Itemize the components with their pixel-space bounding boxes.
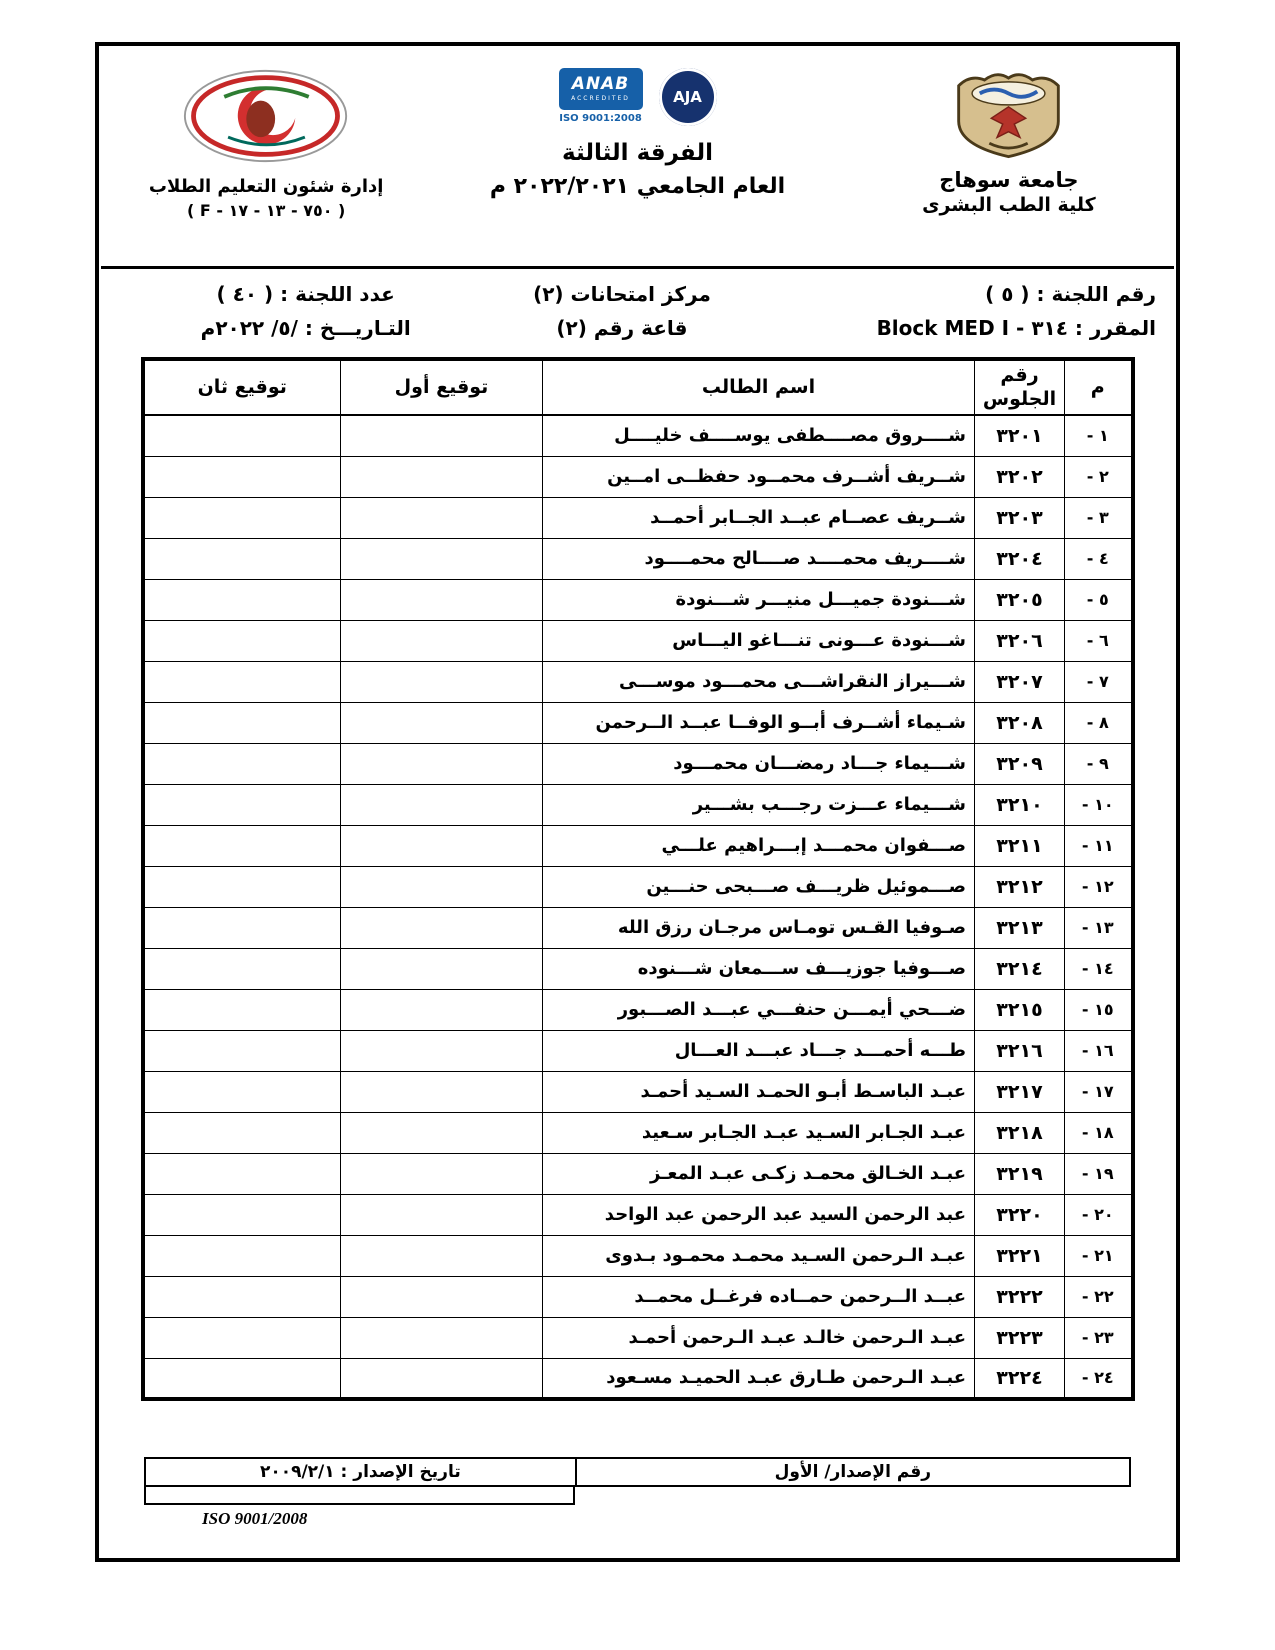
seat-number-cell: ٣٢١٦ bbox=[975, 1030, 1065, 1071]
committee-number: رقم اللجنة : ( ٥ ) bbox=[985, 282, 1156, 306]
seat-number-cell: ٣٢١٣ bbox=[975, 907, 1065, 948]
footer-spacer bbox=[575, 1487, 1131, 1505]
document-footer bbox=[144, 1457, 1131, 1529]
table-row bbox=[143, 784, 1133, 825]
table-row bbox=[143, 1112, 1133, 1153]
first-signature-cell bbox=[341, 538, 543, 579]
student-name-cell: طـــه أحمـــد جـــاد عبـــد العـــال bbox=[543, 1030, 975, 1071]
seat-number-cell: ٣٢٠٧ bbox=[975, 661, 1065, 702]
column-header-seat-number: رقم الجلوس bbox=[975, 359, 1065, 415]
footer-empty-strip bbox=[144, 1487, 575, 1505]
student-name-cell: عبـد الباسـط أبـو الحمـد السـيد أحمـد bbox=[543, 1071, 975, 1112]
footer-bar bbox=[144, 1457, 1131, 1487]
issue-date: تاريخ الإصدار : ٢٠٠٩/٢/١ bbox=[144, 1457, 575, 1487]
second-signature-cell bbox=[143, 989, 341, 1030]
iso-label: ISO 9001/2008 bbox=[202, 1509, 308, 1528]
footer-sub-bar bbox=[144, 1487, 1131, 1505]
seat-number-cell: ٣٢٢٢ bbox=[975, 1276, 1065, 1317]
seat-number-cell: ٣٢١٧ bbox=[975, 1071, 1065, 1112]
seat-number-cell: ٣٢٢٣ bbox=[975, 1317, 1065, 1358]
seat-number-cell: ٣٢٢١ bbox=[975, 1235, 1065, 1276]
second-signature-cell bbox=[143, 702, 341, 743]
anab-label: ANAB bbox=[571, 74, 630, 94]
student-name-cell: شــريف عصــام عبــد الجــابر أحمــد bbox=[543, 497, 975, 538]
row-index-cell: ٦ - bbox=[1065, 620, 1133, 661]
seat-number-cell: ٣٢١٠ bbox=[975, 784, 1065, 825]
first-signature-cell bbox=[341, 1030, 543, 1071]
faculty-of-medicine-logo bbox=[182, 68, 350, 164]
second-signature-cell bbox=[143, 1194, 341, 1235]
row-index-cell: ٤ - bbox=[1065, 538, 1133, 579]
table-row bbox=[143, 1071, 1133, 1112]
second-signature-cell bbox=[143, 1276, 341, 1317]
table-row bbox=[143, 497, 1133, 538]
first-signature-cell bbox=[341, 497, 543, 538]
sohag-university-emblem bbox=[951, 68, 1066, 160]
first-signature-cell bbox=[341, 743, 543, 784]
row-index-cell: ١ - bbox=[1065, 415, 1133, 456]
student-name-cell: شـــيماء جـــاد رمضـــان محمـــود bbox=[543, 743, 975, 784]
table-row bbox=[143, 1030, 1133, 1071]
table-row bbox=[143, 579, 1133, 620]
seat-number-cell: ٣٢١٩ bbox=[975, 1153, 1065, 1194]
table-header-row bbox=[143, 359, 1133, 415]
row-index-cell: ٢٢ - bbox=[1065, 1276, 1133, 1317]
student-name-cell: شـيماء أشــرف أبــو الوفــا عبــد الــرحمن bbox=[543, 702, 975, 743]
column-header-second-signature: توقيع ثان bbox=[143, 359, 341, 415]
student-name-cell: شـــيماء عـــزت رجـــب بشـــير bbox=[543, 784, 975, 825]
table-row bbox=[143, 1358, 1133, 1399]
seat-number-cell: ٣٢١٢ bbox=[975, 866, 1065, 907]
first-signature-cell bbox=[341, 1112, 543, 1153]
student-name-cell: شــــروق مصــــطفى يوســــف خليــــل bbox=[543, 415, 975, 456]
second-signature-cell bbox=[143, 784, 341, 825]
committee-count: عدد اللجنة : ( ٤٠ ) bbox=[216, 282, 395, 306]
seat-number-cell: ٣٢٠٦ bbox=[975, 620, 1065, 661]
column-header-index: م bbox=[1065, 359, 1133, 415]
row-index-cell: ٢ - bbox=[1065, 456, 1133, 497]
anab-iso-label: ISO 9001:2008 bbox=[559, 113, 642, 124]
row-index-cell: ١١ - bbox=[1065, 825, 1133, 866]
second-signature-cell bbox=[143, 866, 341, 907]
first-signature-cell bbox=[341, 1071, 543, 1112]
second-signature-cell bbox=[143, 661, 341, 702]
student-name-cell: عبـد الـرحمن السـيد محمـد محمـود بـدوى bbox=[543, 1235, 975, 1276]
first-signature-cell bbox=[341, 1194, 543, 1235]
row-index-cell: ١٧ - bbox=[1065, 1071, 1133, 1112]
academic-year: العام الجامعي ٢٠٢٢/٢٠٢١ م bbox=[489, 174, 786, 199]
student-name-cell: شـــيراز النقراشـــى محمـــود موســـى bbox=[543, 661, 975, 702]
table-row bbox=[143, 743, 1133, 784]
anab-logo-box bbox=[559, 68, 643, 110]
seat-number-cell: ٣٢١٤ bbox=[975, 948, 1065, 989]
row-index-cell: ١٩ - bbox=[1065, 1153, 1133, 1194]
seat-number-cell: ٣٢٠١ bbox=[975, 415, 1065, 456]
first-signature-cell bbox=[341, 661, 543, 702]
university-name: جامعة سوهاج bbox=[939, 168, 1079, 192]
second-signature-cell bbox=[143, 1071, 341, 1112]
table-row bbox=[143, 702, 1133, 743]
student-name-cell: صـــوفيا جوزيـــف ســـمعان شـــنوده bbox=[543, 948, 975, 989]
first-signature-cell bbox=[341, 579, 543, 620]
first-signature-cell bbox=[341, 702, 543, 743]
column-header-first-signature: توقيع أول bbox=[341, 359, 543, 415]
exam-info-row-1 bbox=[119, 277, 1156, 311]
seat-number-cell: ٣٢١١ bbox=[975, 825, 1065, 866]
second-signature-cell bbox=[143, 1317, 341, 1358]
row-index-cell: ٢١ - bbox=[1065, 1235, 1133, 1276]
seat-number-cell: ٣٢٠٥ bbox=[975, 579, 1065, 620]
table-row bbox=[143, 1194, 1133, 1235]
exam-info-row-2 bbox=[119, 311, 1156, 345]
row-index-cell: ٢٤ - bbox=[1065, 1358, 1133, 1399]
first-signature-cell bbox=[341, 415, 543, 456]
hall-number: قاعة رقم (٢) bbox=[556, 316, 688, 340]
form-code: ( F - ٧٥٠ - ١٣ - ١٧ ) bbox=[186, 201, 346, 220]
student-name-cell: عبـد الخـالق محمـد زكـى عبـد المعـز bbox=[543, 1153, 975, 1194]
seat-number-cell: ٣٢١٥ bbox=[975, 989, 1065, 1030]
table-row bbox=[143, 866, 1133, 907]
row-index-cell: ١٢ - bbox=[1065, 866, 1133, 907]
second-signature-cell bbox=[143, 456, 341, 497]
student-name-cell: عبد الرحمن السيد عبد الرحمن عبد الواحد bbox=[543, 1194, 975, 1235]
first-signature-cell bbox=[341, 866, 543, 907]
aja-label: AJA bbox=[673, 88, 702, 106]
seat-number-cell: ٣٢٠٢ bbox=[975, 456, 1065, 497]
first-signature-cell bbox=[341, 1276, 543, 1317]
first-signature-cell bbox=[341, 1317, 543, 1358]
admin-name: إدارة شئون التعليم الطلاب bbox=[148, 176, 384, 197]
exam-info bbox=[99, 269, 1176, 345]
student-roster-table bbox=[141, 357, 1135, 1401]
row-index-cell: ٧ - bbox=[1065, 661, 1133, 702]
table-row bbox=[143, 907, 1133, 948]
row-index-cell: ١٠ - bbox=[1065, 784, 1133, 825]
seat-number-cell: ٣٢٢٠ bbox=[975, 1194, 1065, 1235]
second-signature-cell bbox=[143, 1153, 341, 1194]
row-index-cell: ١٣ - bbox=[1065, 907, 1133, 948]
faculty-name: كلية الطب البشرى bbox=[922, 194, 1096, 216]
row-index-cell: ١٦ - bbox=[1065, 1030, 1133, 1071]
table-row bbox=[143, 415, 1133, 456]
row-index-cell: ١٤ - bbox=[1065, 948, 1133, 989]
table-row bbox=[143, 661, 1133, 702]
seat-number-cell: ٣٢٠٤ bbox=[975, 538, 1065, 579]
first-signature-cell bbox=[341, 620, 543, 661]
student-table-body bbox=[143, 415, 1133, 1399]
row-index-cell: ١٥ - bbox=[1065, 989, 1133, 1030]
course-name: المقرر : ٣١٤ - Block MED I bbox=[876, 316, 1156, 340]
table-row bbox=[143, 825, 1133, 866]
second-signature-cell bbox=[143, 743, 341, 784]
second-signature-cell bbox=[143, 948, 341, 989]
table-row bbox=[143, 1276, 1133, 1317]
seat-number-cell: ٣٢٠٨ bbox=[975, 702, 1065, 743]
student-name-cell: شــــريف محمــــد صــــالح محمــــود bbox=[543, 538, 975, 579]
anab-accredited-label: ACCREDITED bbox=[571, 95, 630, 102]
seat-number-cell: ٣٢٠٣ bbox=[975, 497, 1065, 538]
exam-date: التـاريـــخ : /٥/ ٢٠٢٢م bbox=[200, 316, 411, 340]
student-name-cell: صـــفوان محمـــد إبـــراهيم علـــي bbox=[543, 825, 975, 866]
second-signature-cell bbox=[143, 1235, 341, 1276]
table-row bbox=[143, 456, 1133, 497]
row-index-cell: ٣ - bbox=[1065, 497, 1133, 538]
student-name-cell: شـــنودة عـــونى تنـــاغو اليـــاس bbox=[543, 620, 975, 661]
student-name-cell: صـــموئيل ظريـــف صـــبحى حنـــين bbox=[543, 866, 975, 907]
table-row bbox=[143, 1235, 1133, 1276]
header-center-block bbox=[425, 68, 849, 264]
anab-logo bbox=[559, 68, 643, 124]
row-index-cell: ١٨ - bbox=[1065, 1112, 1133, 1153]
second-signature-cell bbox=[143, 620, 341, 661]
row-index-cell: ٢٣ - bbox=[1065, 1317, 1133, 1358]
table-row bbox=[143, 1153, 1133, 1194]
first-signature-cell bbox=[341, 948, 543, 989]
student-name-cell: صـوفيا القـس تومـاس مرجـان رزق الله bbox=[543, 907, 975, 948]
document-border bbox=[95, 42, 1180, 1562]
document-header bbox=[99, 46, 1176, 264]
header-admin-block bbox=[107, 68, 425, 264]
second-signature-cell bbox=[143, 1112, 341, 1153]
exam-center: مركز امتحانات (٢) bbox=[533, 282, 711, 306]
student-name-cell: عبـد الـرحمن طـارق عبـد الحميـد مسـعود bbox=[543, 1358, 975, 1399]
student-name-cell: عبـد الجـابر السـيد عبـد الجـابر سـعيد bbox=[543, 1112, 975, 1153]
second-signature-cell bbox=[143, 907, 341, 948]
student-name-cell: عبــد الــرحمن حمــاده فرغــل محمــد bbox=[543, 1276, 975, 1317]
aja-logo bbox=[659, 68, 717, 126]
first-signature-cell bbox=[341, 825, 543, 866]
row-index-cell: ٢٠ - bbox=[1065, 1194, 1133, 1235]
column-header-student-name: اسم الطالب bbox=[543, 359, 975, 415]
first-signature-cell bbox=[341, 989, 543, 1030]
first-signature-cell bbox=[341, 1358, 543, 1399]
second-signature-cell bbox=[143, 538, 341, 579]
second-signature-cell bbox=[143, 1030, 341, 1071]
first-signature-cell bbox=[341, 456, 543, 497]
first-signature-cell bbox=[341, 1235, 543, 1276]
second-signature-cell bbox=[143, 579, 341, 620]
second-signature-cell bbox=[143, 415, 341, 456]
accreditation-logos bbox=[559, 68, 717, 126]
row-index-cell: ٩ - bbox=[1065, 743, 1133, 784]
student-name-cell: شــريف أشــرف محمــود حفظــى امــين bbox=[543, 456, 975, 497]
student-name-cell: عبـد الـرحمن خالـد عبـد الـرحمن أحمـد bbox=[543, 1317, 975, 1358]
header-university-block bbox=[850, 68, 1168, 264]
table-row bbox=[143, 948, 1133, 989]
second-signature-cell bbox=[143, 497, 341, 538]
second-signature-cell bbox=[143, 1358, 341, 1399]
first-signature-cell bbox=[341, 784, 543, 825]
issue-number: رقم الإصدار/ الأول bbox=[575, 1457, 1131, 1487]
seat-number-cell: ٣٢٢٤ bbox=[975, 1358, 1065, 1399]
table-row bbox=[143, 620, 1133, 661]
table-row bbox=[143, 989, 1133, 1030]
first-signature-cell bbox=[341, 907, 543, 948]
student-name-cell: ضـــحي أيمـــن حنفـــي عبـــد الصـــبور bbox=[543, 989, 975, 1030]
row-index-cell: ٨ - bbox=[1065, 702, 1133, 743]
grade-title: الفرقة الثالثة bbox=[562, 140, 713, 166]
seat-number-cell: ٣٢١٨ bbox=[975, 1112, 1065, 1153]
second-signature-cell bbox=[143, 825, 341, 866]
first-signature-cell bbox=[341, 1153, 543, 1194]
row-index-cell: ٥ - bbox=[1065, 579, 1133, 620]
table-row bbox=[143, 538, 1133, 579]
table-row bbox=[143, 1317, 1133, 1358]
seat-number-cell: ٣٢٠٩ bbox=[975, 743, 1065, 784]
student-name-cell: شـــنودة جميـــل منيـــر شـــنودة bbox=[543, 579, 975, 620]
